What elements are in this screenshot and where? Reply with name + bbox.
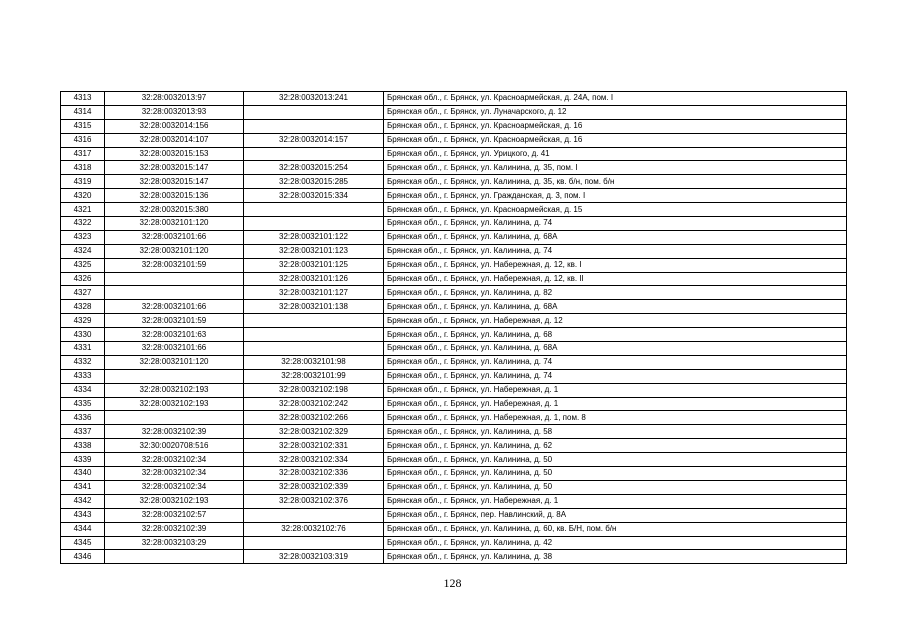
table-row [61, 286, 847, 300]
parent-cadastral-number-cell [105, 286, 244, 300]
parent-cadastral-number-cell: 32:28:0032101:66 [105, 230, 244, 244]
address-cell: Брянская обл., г. Брянск, ул. Калинина, д. 74 [384, 244, 847, 258]
table-row [61, 550, 847, 564]
parent-cadastral-number-cell: 32:28:0032102:34 [105, 453, 244, 467]
cadastral-number-cell: 32:28:0032102:198 [244, 383, 384, 397]
table-row [61, 480, 847, 494]
parent-cadastral-number-cell: 32:28:0032015:153 [105, 147, 244, 161]
table-row [61, 161, 847, 175]
row-number-cell: 4333 [61, 369, 105, 383]
parent-cadastral-number-cell: 32:28:0032102:34 [105, 467, 244, 481]
row-number-cell: 4321 [61, 203, 105, 217]
cadastral-number-cell: 32:28:0032101:125 [244, 258, 384, 272]
row-number-cell: 4343 [61, 508, 105, 522]
table-row [61, 342, 847, 356]
address-cell: Брянская обл., г. Брянск, ул. Набережная, д. 12, кв. I [384, 258, 847, 272]
address-cell: Брянская обл., г. Брянск, ул. Набережная, д. 1, пом. 8 [384, 411, 847, 425]
parent-cadastral-number-cell: 32:28:0032013:93 [105, 105, 244, 119]
row-number-cell: 4334 [61, 383, 105, 397]
parent-cadastral-number-cell: 32:28:0032102:39 [105, 425, 244, 439]
cadastral-number-cell: 32:28:0032103:319 [244, 550, 384, 564]
parent-cadastral-number-cell: 32:28:0032101:59 [105, 314, 244, 328]
parent-cadastral-number-cell [105, 272, 244, 286]
cadastral-number-cell: 32:28:0032015:254 [244, 161, 384, 175]
address-cell: Брянская обл., г. Брянск, ул. Урицкого, д. 41 [384, 147, 847, 161]
cadastral-number-cell [244, 147, 384, 161]
address-cell: Брянская обл., г. Брянск, ул. Калинина, д. 74 [384, 217, 847, 231]
row-number-cell: 4330 [61, 328, 105, 342]
cadastral-number-cell [244, 536, 384, 550]
parent-cadastral-number-cell: 32:28:0032102:39 [105, 522, 244, 536]
parent-cadastral-number-cell: 32:28:0032015:147 [105, 175, 244, 189]
cadastral-number-cell: 32:28:0032102:334 [244, 453, 384, 467]
address-cell: Брянская обл., г. Брянск, ул. Калинина, д. 50 [384, 467, 847, 481]
parent-cadastral-number-cell: 32:28:0032102:34 [105, 480, 244, 494]
table-row [61, 203, 847, 217]
parent-cadastral-number-cell: 32:28:0032101:120 [105, 244, 244, 258]
parent-cadastral-number-cell: 32:28:0032101:63 [105, 328, 244, 342]
cadastral-number-cell: 32:28:0032102:336 [244, 467, 384, 481]
parent-cadastral-number-cell: 32:28:0032101:66 [105, 342, 244, 356]
table-row [61, 217, 847, 231]
address-cell: Брянская обл., г. Брянск, ул. Калинина, д. 62 [384, 439, 847, 453]
address-cell: Брянская обл., г. Брянск, ул. Калинина, д. 35, пом. I [384, 161, 847, 175]
cadastral-number-cell: 32:28:0032101:126 [244, 272, 384, 286]
parent-cadastral-number-cell: 32:28:0032013:97 [105, 92, 244, 106]
table-row [61, 105, 847, 119]
address-cell: Брянская обл., г. Брянск, ул. Калинина, д. 58 [384, 425, 847, 439]
row-number-cell: 4313 [61, 92, 105, 106]
table-row [61, 258, 847, 272]
row-number-cell: 4326 [61, 272, 105, 286]
row-number-cell: 4335 [61, 397, 105, 411]
parent-cadastral-number-cell: 32:28:0032102:193 [105, 494, 244, 508]
cadastral-number-cell [244, 342, 384, 356]
parent-cadastral-number-cell: 32:28:0032015:136 [105, 189, 244, 203]
address-cell: Брянская обл., г. Брянск, ул. Калинина, д. 82 [384, 286, 847, 300]
address-cell: Брянская обл., г. Брянск, ул. Калинина, д. 68А [384, 342, 847, 356]
cadastral-number-cell: 32:28:0032014:157 [244, 133, 384, 147]
row-number-cell: 4318 [61, 161, 105, 175]
row-number-cell: 4319 [61, 175, 105, 189]
address-cell: Брянская обл., г. Брянск, ул. Красноармейская, д. 15 [384, 203, 847, 217]
row-number-cell: 4338 [61, 439, 105, 453]
table-row [61, 119, 847, 133]
cadastral-number-cell [244, 328, 384, 342]
row-number-cell: 4346 [61, 550, 105, 564]
address-cell: Брянская обл., г. Брянск, ул. Набережная, д. 1 [384, 383, 847, 397]
parent-cadastral-number-cell: 32:28:0032014:156 [105, 119, 244, 133]
address-cell: Брянская обл., г. Брянск, ул. Красноармейская, д. 24А, пом. I [384, 92, 847, 106]
row-number-cell: 4324 [61, 244, 105, 258]
cadastral-number-cell: 32:28:0032101:122 [244, 230, 384, 244]
address-cell: Брянская обл., г. Брянск, ул. Набережная, д. 1 [384, 397, 847, 411]
cadastral-number-cell [244, 119, 384, 133]
cadastral-number-cell [244, 314, 384, 328]
cadastral-number-cell: 32:28:0032015:334 [244, 189, 384, 203]
table-row [61, 522, 847, 536]
page-number: 128 [443, 576, 462, 590]
table-row [61, 355, 847, 369]
parent-cadastral-number-cell [105, 411, 244, 425]
cadastral-number-cell [244, 217, 384, 231]
table-row [61, 453, 847, 467]
cadastral-number-cell: 32:28:0032101:99 [244, 369, 384, 383]
table-row [61, 536, 847, 550]
address-cell: Брянская обл., г. Брянск, ул. Калинина, д. 35, кв. б/н, пом. б/н [384, 175, 847, 189]
parent-cadastral-number-cell: 32:28:0032102:193 [105, 397, 244, 411]
parent-cadastral-number-cell [105, 369, 244, 383]
cadastral-number-cell: 32:28:0032101:138 [244, 300, 384, 314]
table-row [61, 133, 847, 147]
row-number-cell: 4332 [61, 355, 105, 369]
address-cell: Брянская обл., г. Брянск, ул. Калинина, д. 74 [384, 369, 847, 383]
cadastral-number-cell [244, 508, 384, 522]
parent-cadastral-number-cell: 32:28:0032014:107 [105, 133, 244, 147]
cadastral-number-cell: 32:28:0032102:242 [244, 397, 384, 411]
cadastral-number-cell [244, 105, 384, 119]
address-cell: Брянская обл., г. Брянск, ул. Красноармейская, д. 16 [384, 133, 847, 147]
address-cell: Брянская обл., г. Брянск, ул. Калинина, д. 60, кв. Б/Н, пом. б/н [384, 522, 847, 536]
table-row [61, 244, 847, 258]
cadastral-number-cell: 32:28:0032102:376 [244, 494, 384, 508]
table-row [61, 92, 847, 106]
row-number-cell: 4331 [61, 342, 105, 356]
table-row [61, 494, 847, 508]
table-row [61, 439, 847, 453]
row-number-cell: 4316 [61, 133, 105, 147]
parent-cadastral-number-cell: 32:28:0032015:380 [105, 203, 244, 217]
row-number-cell: 4336 [61, 411, 105, 425]
address-cell: Брянская обл., г. Брянск, ул. Калинина, д. 68 [384, 328, 847, 342]
address-cell: Брянская обл., г. Брянск, пер. Навлинский, д. 8А [384, 508, 847, 522]
row-number-cell: 4320 [61, 189, 105, 203]
row-number-cell: 4315 [61, 119, 105, 133]
cadastral-number-cell: 32:28:0032102:331 [244, 439, 384, 453]
cadastral-number-cell: 32:28:0032102:339 [244, 480, 384, 494]
table-row [61, 411, 847, 425]
table-row [61, 175, 847, 189]
cadastral-number-cell: 32:28:0032101:98 [244, 355, 384, 369]
table-row [61, 425, 847, 439]
table-row [61, 397, 847, 411]
address-cell: Брянская обл., г. Брянск, ул. Гражданская, д. 3, пом. I [384, 189, 847, 203]
cadastral-number-cell: 32:28:0032013:241 [244, 92, 384, 106]
table-row [61, 272, 847, 286]
table-row [61, 189, 847, 203]
cadastral-number-cell: 32:28:0032102:76 [244, 522, 384, 536]
cadastral-number-cell: 32:28:0032102:266 [244, 411, 384, 425]
row-number-cell: 4340 [61, 467, 105, 481]
row-number-cell: 4339 [61, 453, 105, 467]
table-row [61, 467, 847, 481]
cadastral-number-cell: 32:28:0032102:329 [244, 425, 384, 439]
table-row [61, 230, 847, 244]
cadastral-number-cell [244, 203, 384, 217]
row-number-cell: 4317 [61, 147, 105, 161]
address-cell: Брянская обл., г. Брянск, ул. Красноармейская, д. 16 [384, 119, 847, 133]
row-number-cell: 4344 [61, 522, 105, 536]
address-cell: Брянская обл., г. Брянск, ул. Луначарского, д. 12 [384, 105, 847, 119]
row-number-cell: 4337 [61, 425, 105, 439]
parent-cadastral-number-cell: 32:28:0032102:193 [105, 383, 244, 397]
row-number-cell: 4325 [61, 258, 105, 272]
cadastral-number-cell: 32:28:0032101:127 [244, 286, 384, 300]
address-cell: Брянская обл., г. Брянск, ул. Калинина, д. 42 [384, 536, 847, 550]
row-number-cell: 4322 [61, 217, 105, 231]
row-number-cell: 4328 [61, 300, 105, 314]
row-number-cell: 4327 [61, 286, 105, 300]
cadastral-number-cell: 32:28:0032101:123 [244, 244, 384, 258]
table-row [61, 383, 847, 397]
address-cell: Брянская обл., г. Брянск, ул. Калинина, д. 68А [384, 300, 847, 314]
row-number-cell: 4341 [61, 480, 105, 494]
row-number-cell: 4329 [61, 314, 105, 328]
parent-cadastral-number-cell: 32:28:0032101:120 [105, 355, 244, 369]
parent-cadastral-number-cell: 32:28:0032015:147 [105, 161, 244, 175]
table-row [61, 300, 847, 314]
parent-cadastral-number-cell: 32:30:0020708:516 [105, 439, 244, 453]
address-cell: Брянская обл., г. Брянск, ул. Калинина, д. 74 [384, 355, 847, 369]
address-cell: Брянская обл., г. Брянск, ул. Калинина, д. 50 [384, 480, 847, 494]
parent-cadastral-number-cell [105, 550, 244, 564]
parent-cadastral-number-cell: 32:28:0032101:59 [105, 258, 244, 272]
row-number-cell: 4345 [61, 536, 105, 550]
cadastral-number-cell: 32:28:0032015:285 [244, 175, 384, 189]
address-cell: Брянская обл., г. Брянск, ул. Набережная, д. 1 [384, 494, 847, 508]
address-cell: Брянская обл., г. Брянск, ул. Набережная, д. 12 [384, 314, 847, 328]
row-number-cell: 4323 [61, 230, 105, 244]
address-cell: Брянская обл., г. Брянск, ул. Калинина, д. 38 [384, 550, 847, 564]
parent-cadastral-number-cell: 32:28:0032101:66 [105, 300, 244, 314]
parent-cadastral-number-cell: 32:28:0032102:57 [105, 508, 244, 522]
address-cell: Брянская обл., г. Брянск, ул. Калинина, д. 68А [384, 230, 847, 244]
table-row [61, 508, 847, 522]
parent-cadastral-number-cell: 32:28:0032101:120 [105, 217, 244, 231]
registry-table [60, 91, 847, 564]
row-number-cell: 4314 [61, 105, 105, 119]
address-cell: Брянская обл., г. Брянск, ул. Калинина, д. 50 [384, 453, 847, 467]
address-cell: Брянская обл., г. Брянск, ул. Набережная, д. 12, кв. II [384, 272, 847, 286]
row-number-cell: 4342 [61, 494, 105, 508]
registry-table-body [61, 92, 847, 564]
table-row [61, 147, 847, 161]
table-row [61, 369, 847, 383]
table-row [61, 328, 847, 342]
parent-cadastral-number-cell: 32:28:0032103:29 [105, 536, 244, 550]
table-row [61, 314, 847, 328]
